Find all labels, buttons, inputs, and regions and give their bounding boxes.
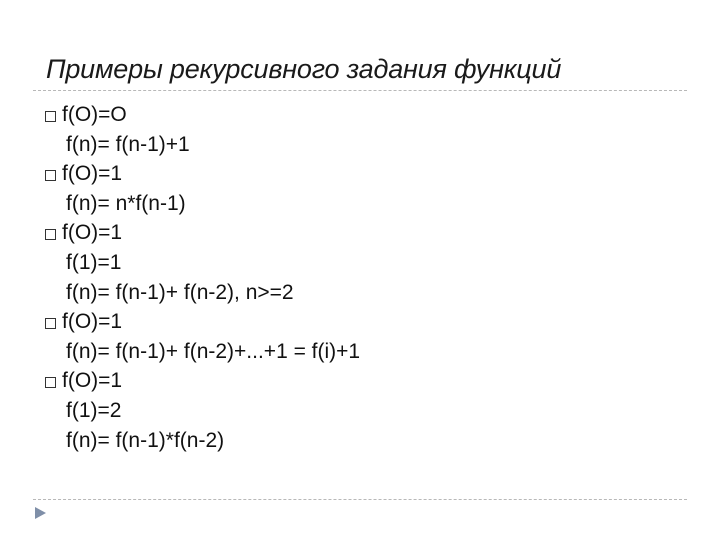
formula-line: f(O)=O [62,103,127,126]
footer-divider [33,499,687,500]
formula-line: f(O)=1 [62,369,123,393]
item-first-line [45,307,360,337]
formula-line: f(n)= n*f(n-1) [66,191,186,215]
item-first-line [45,100,360,130]
list-item [45,218,360,307]
formula-line: f(O)=1 [62,162,123,186]
list-item [45,307,360,366]
square-bullet-icon [45,170,56,181]
list-item [45,100,360,159]
formula-line: f(1)=1 [66,250,122,274]
square-bullet-icon [45,318,56,329]
formula-line: f(n)= f(n-1)+1 [66,132,190,156]
item-first-line [45,366,360,396]
formula-line: f(n)= f(n-1)*f(n-2) [66,428,225,452]
formula-line: f(1)=2 [66,398,122,422]
play-arrow-icon[interactable] [33,506,47,520]
formula-line: f(O)=1 [62,310,123,334]
square-bullet-icon [45,111,56,122]
title-divider [33,90,687,91]
list-item [45,366,360,455]
list-item [45,159,360,218]
formula-line: f(n)= f(n-1)+ f(n-2)+...+1 = f(i)+1 [66,339,361,363]
square-bullet-icon [45,377,56,388]
item-first-line [45,218,360,248]
slide-title: Примеры рекурсивного задания функций [46,54,562,84]
formula-list [45,100,360,455]
square-bullet-icon [45,229,56,240]
item-first-line [45,159,360,189]
formula-line: f(n)= f(n-1)+ f(n-2), n>=2 [66,280,294,304]
formula-line: f(O)=1 [62,221,123,245]
